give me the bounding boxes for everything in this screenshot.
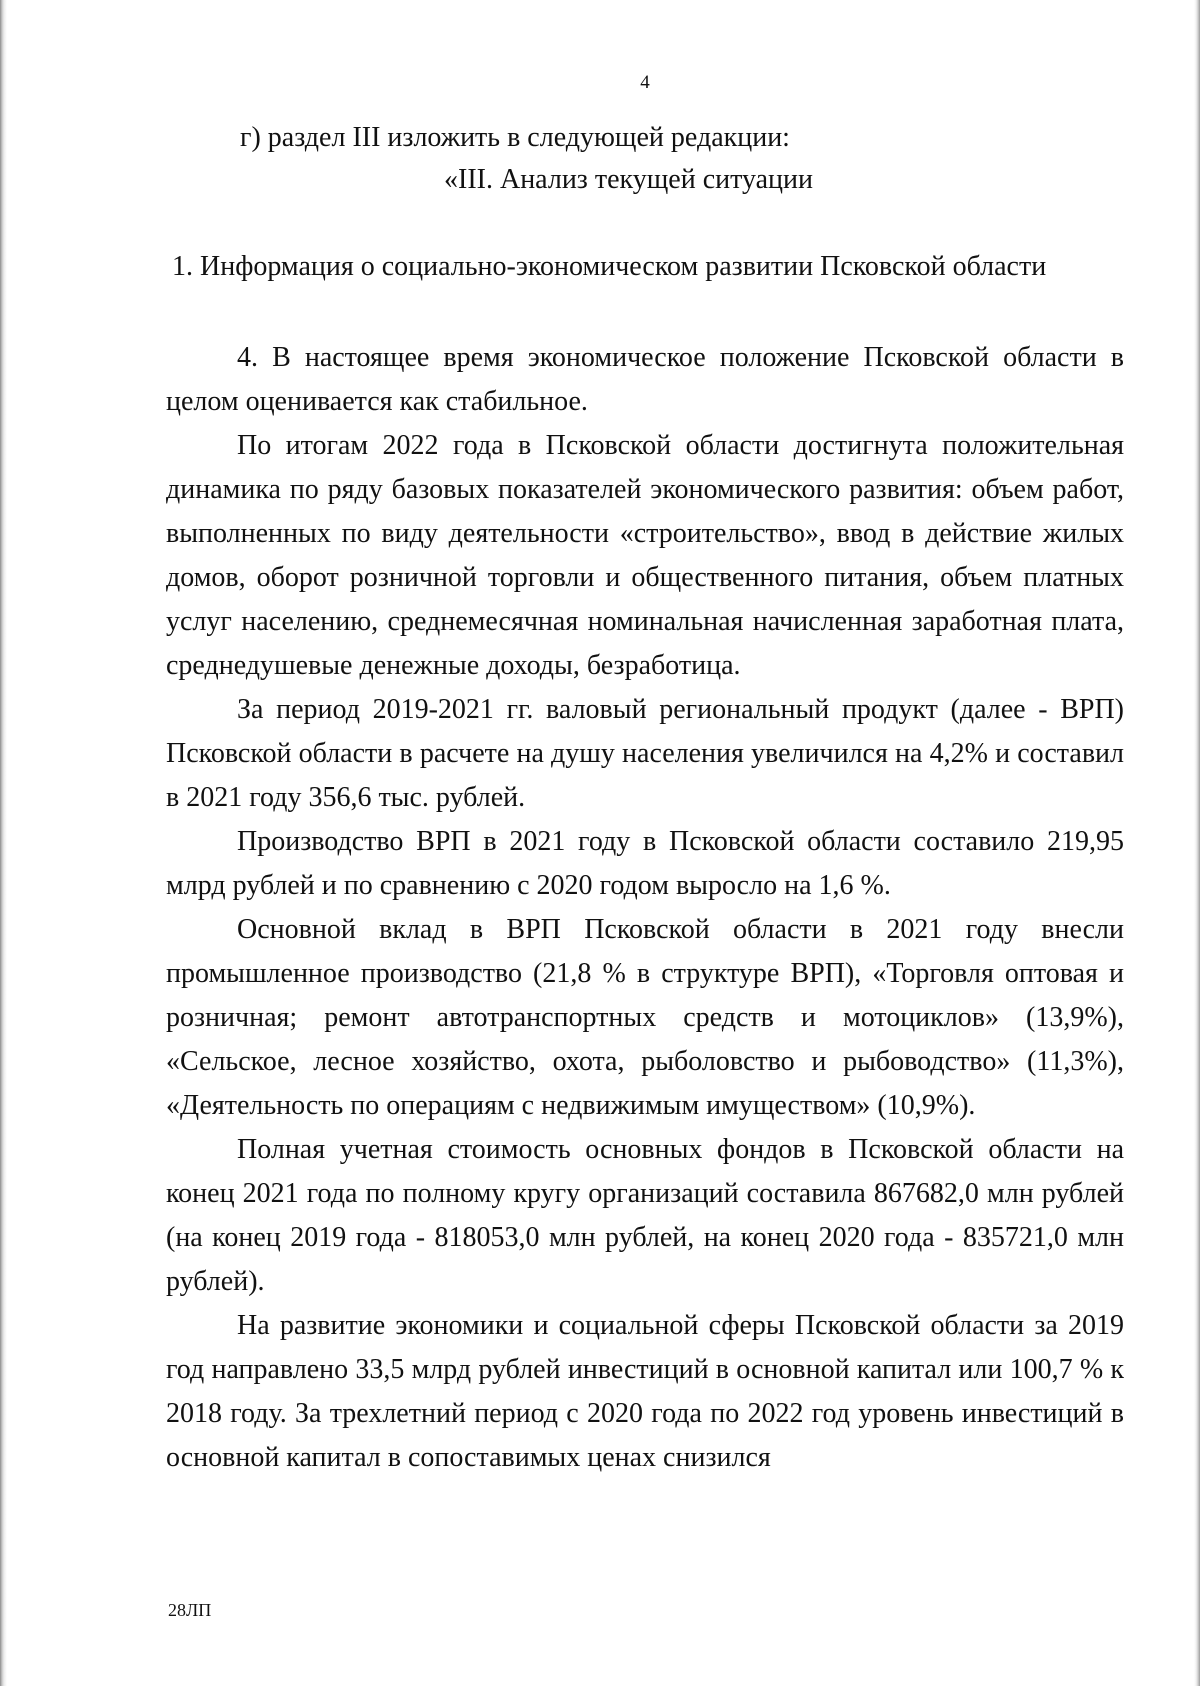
- section-title: «III. Анализ текущей ситуации: [444, 164, 814, 195]
- paragraph-3: За период 2019-2021 гг. валовый региональный продукт (далее - ВРП) Псковской области в расчете на душу населения увеличился на 4,2% и составил в 2021 году 356,6 тыс. рублей.: [166, 694, 1124, 813]
- paragraph-2: По итогам 2022 года в Псковской области достигнута положительная динамика по ряду базовых показателей экономического развития: объем работ, выполненных по виду деятельности «строительство», ввод в действие жилых домов, оборот розничной торговли и общественного питания, объем платных услуг населению, среднемесячная номинальная начисленная заработная плата, среднедушевые денежные доходы, безработица.: [166, 430, 1124, 681]
- body-text: [166, 336, 1124, 1480]
- paragraph-7: На развитие экономики и социальной сферы Псковской области за 2019 год направлено 33,5 млрд рублей инвестиций в основной капитал или 100,7 % к 2018 году. За трехлетний период с 2020 года по 2022 год уровень инвестиций в основной капитал в сопоставимых ценах снизился: [166, 1310, 1124, 1473]
- paragraph-4: Производство ВРП в 2021 году в Псковской области составило 219,95 млрд рублей и по сравнению с 2020 годом выросло на 1,6 %.: [166, 826, 1124, 901]
- document-code: 28ЛП: [168, 1600, 212, 1620]
- amendment-intro: г) раздел III изложить в следующей редакции:: [240, 122, 790, 153]
- page-number: 4: [640, 72, 650, 93]
- paragraph-1: 4. В настоящее время экономическое положение Псковской области в целом оценивается как стабильное.: [166, 342, 1124, 417]
- subsection-title: 1. Информация о социально-экономическом развитии Псковской области: [172, 251, 1047, 282]
- scan-edge-right: [1194, 0, 1200, 1686]
- paragraph-5: Основной вклад в ВРП Псковской области в 2021 году внесли промышленное производство (21,8 % в структуре ВРП), «Торговля оптовая и розничная; ремонт автотранспортных средств и мотоциклов» (13,9%), «Сельское, лесное хозяйство, охота, рыболовство и рыбоводство» (11,3%), «Деятельность по операциям с недвижимым имуществом» (10,9%).: [166, 914, 1124, 1121]
- scan-edge-left: [0, 0, 7, 1686]
- paragraph-6: Полная учетная стоимость основных фондов в Псковской области на конец 2021 года по полному кругу организаций составила 867682,0 млн рублей (на конец 2019 года - 818053,0 млн рублей, на конец 2020 года - 835721,0 млн рублей).: [166, 1134, 1124, 1297]
